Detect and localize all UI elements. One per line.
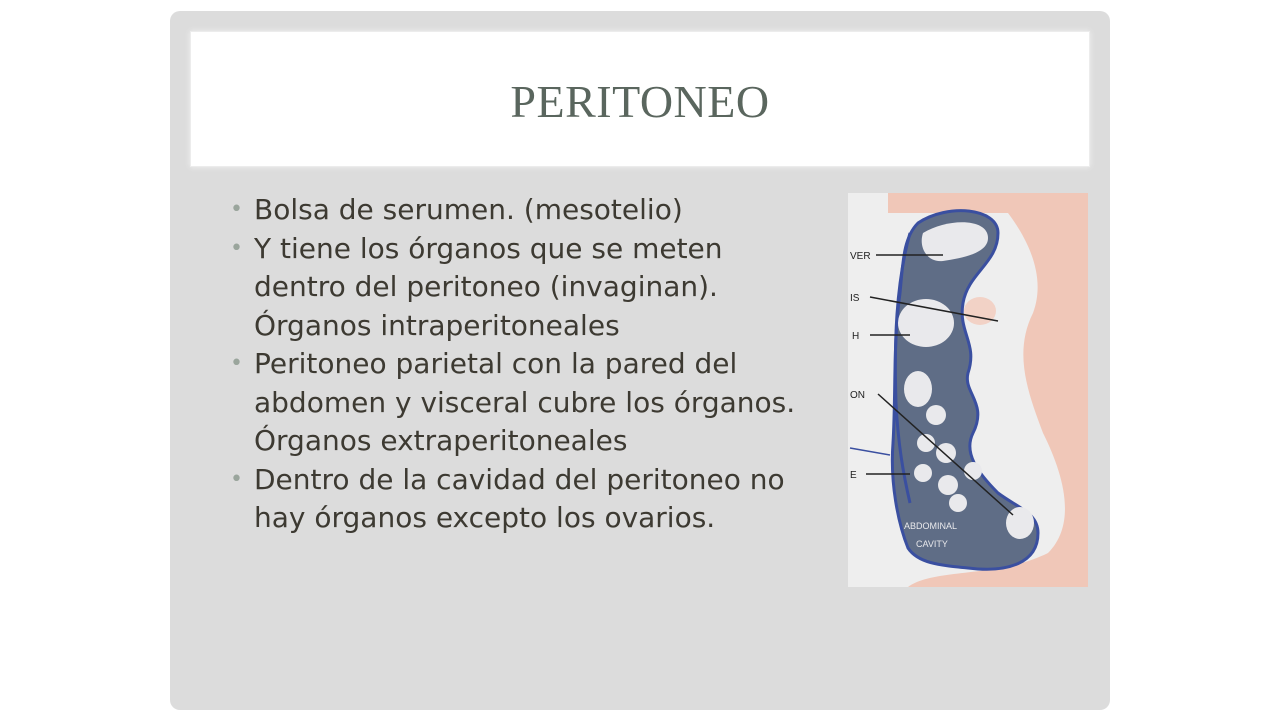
intestine-loop [936, 443, 956, 463]
pancreas-organ [964, 297, 996, 325]
intestine-loop [949, 494, 967, 512]
diagram-label: IS [850, 293, 860, 304]
bullet-item [222, 230, 822, 346]
peritoneum-diagram-svg [848, 193, 1088, 587]
diagram-label: H [852, 331, 860, 342]
intestine-loop [926, 405, 946, 425]
bullet-item [222, 345, 822, 461]
diagram-label: VER [850, 251, 871, 262]
peritoneum-diagram [848, 193, 1088, 587]
stomach-organ [898, 299, 954, 347]
bullet-icon: • [230, 466, 243, 492]
bullet-item [222, 461, 822, 538]
bullet-list [222, 191, 822, 538]
colon-organ [904, 371, 932, 407]
intestine-loop [914, 464, 932, 482]
bullet-icon: • [230, 351, 243, 376]
slide [170, 11, 1110, 710]
bullet-text: Dentro de la cavidad del peritoneo no hay órganos excepto los ovarios. [254, 462, 785, 534]
bullet-text: Bolsa de serumen. (mesotelio) [254, 193, 683, 226]
diagram-label: ON [850, 390, 865, 401]
bullet-item [222, 191, 822, 230]
bullet-icon: • [230, 235, 243, 261]
intestine-loop [964, 462, 982, 480]
abdominal-cavity-label: CAVITY [916, 539, 948, 549]
bullet-icon: • [230, 197, 243, 222]
bullet-text: Peritoneo parietal con la pared del abdomen y visceral cubre los órganos. Órganos extraperitoneales [254, 347, 796, 457]
slide-title: PERITONEO [510, 75, 770, 127]
diagram-label: E [850, 470, 857, 481]
intestine-loop [938, 475, 958, 495]
bullet-text: Y tiene los órganos que se meten dentro del peritoneo (invaginan). Órganos intraperitoneales [254, 231, 723, 342]
title-box [190, 31, 1090, 167]
abdominal-cavity-label: ABDOMINAL [904, 521, 958, 531]
